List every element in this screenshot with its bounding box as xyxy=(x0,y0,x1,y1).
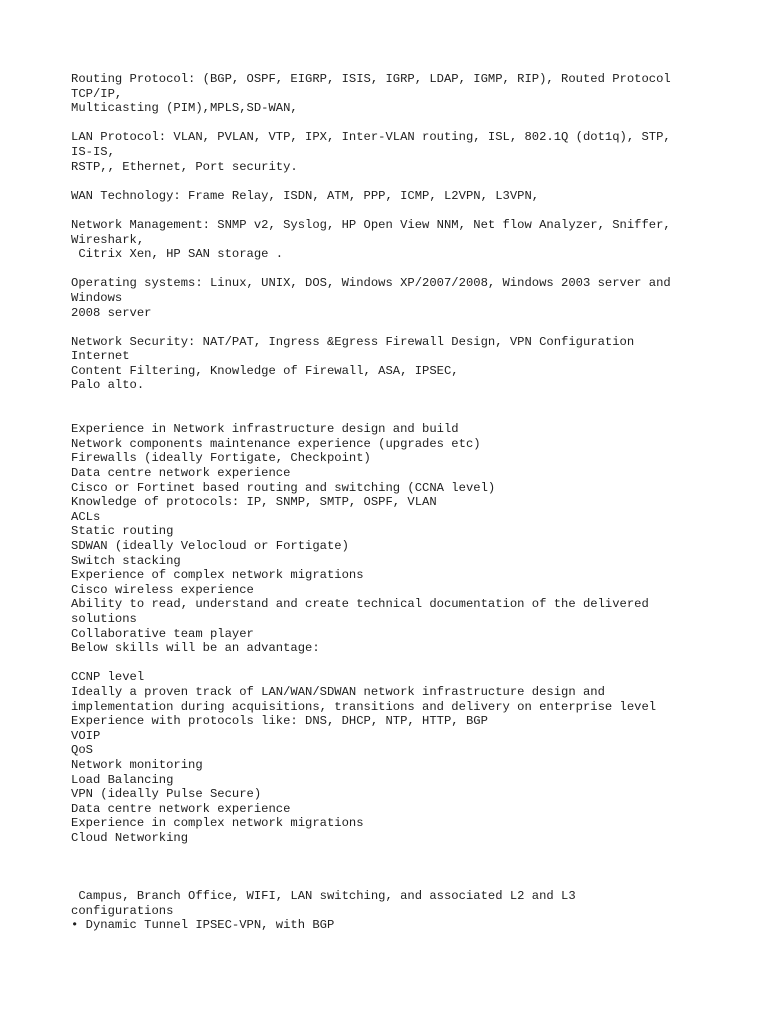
text-line: VOIP xyxy=(71,728,101,743)
text-line: Cisco or Fortinet based routing and switching (CCNA level) xyxy=(71,480,496,495)
bullet-line: • Dynamic Tunnel IPSEC-VPN, with BGP xyxy=(71,918,335,933)
blank-line xyxy=(71,845,711,860)
text-line: Palo alto. xyxy=(71,378,145,393)
text-line: Network components maintenance experience (upgrades etc) xyxy=(71,436,481,451)
text-line: Experience in Network infrastructure design and build xyxy=(71,422,459,437)
text-line: Cisco wireless experience xyxy=(71,582,254,597)
text-line: Knowledge of protocols: IP, SNMP, SMTP, OSPF, VLAN xyxy=(71,495,437,510)
text-line: Ability to read, understand and create technical documentation of the delivered xyxy=(71,597,649,612)
blank-line xyxy=(71,408,711,423)
text-line: LAN Protocol: VLAN, PVLAN, VTP, IPX, Inter-VLAN routing, ISL, 802.1Q (dot1q), STP, xyxy=(71,130,671,145)
blank-line xyxy=(71,262,711,277)
blank-line xyxy=(71,174,711,189)
text-line: VPN (ideally Pulse Secure) xyxy=(71,787,262,802)
text-line: Internet xyxy=(71,349,130,364)
text-line: IS-IS, xyxy=(71,144,115,159)
text-line: Wireshark, xyxy=(71,232,145,247)
text-line: Campus, Branch Office, WIFI, LAN switching, and associated L2 and L3 xyxy=(71,889,576,904)
text-line: Routing Protocol: (BGP, OSPF, EIGRP, ISIS, IGRP, LDAP, IGMP, RIP), Routed Protocol xyxy=(71,72,671,86)
text-line: WAN Technology: Frame Relay, ISDN, ATM, PPP, ICMP, L2VPN, L3VPN, xyxy=(71,188,540,203)
text-line: Network Security: NAT/PAT, Ingress &Egress Firewall Design, VPN Configuration xyxy=(71,334,635,349)
text-line: CCNP level xyxy=(71,670,145,685)
text-line: Ideally a proven track of LAN/WAN/SDWAN network infrastructure design and xyxy=(71,684,605,699)
blank-line xyxy=(71,393,711,408)
text-line: Content Filtering, Knowledge of Firewall, ASA, IPSEC, xyxy=(71,363,459,378)
text-line: configurations xyxy=(71,903,174,918)
text-line: Citrix Xen, HP SAN storage . xyxy=(71,247,284,262)
text-line: implementation during acquisitions, transitions and delivery on enterprise level xyxy=(71,699,657,714)
text-line: TCP/IP, xyxy=(71,86,123,101)
text-line: Collaborative team player xyxy=(71,626,254,641)
text-line: Operating systems: Linux, UNIX, DOS, Windows XP/2007/2008, Windows 2003 server and xyxy=(71,276,671,291)
text-line: solutions xyxy=(71,611,137,626)
text-line: Experience with protocols like: DNS, DHCP, NTP, HTTP, BGP xyxy=(71,714,488,729)
text-line: Firewalls (ideally Fortigate, Checkpoint) xyxy=(71,451,371,466)
text-line: 2008 server xyxy=(71,305,152,320)
document-body xyxy=(71,72,711,933)
blank-line xyxy=(71,875,711,890)
text-line: ACLs xyxy=(71,509,101,524)
blank-line xyxy=(71,860,711,875)
text-line: Multicasting (PIM),MPLS,SD-WAN, xyxy=(71,101,298,116)
text-line: Data centre network experience xyxy=(71,466,291,481)
text-line: Network Management: SNMP v2, Syslog, HP Open View NNM, Net flow Analyzer, Sniffer, xyxy=(71,217,671,232)
text-line: Experience in complex network migrations xyxy=(71,816,364,831)
blank-line xyxy=(71,656,711,671)
blank-line xyxy=(71,320,711,335)
text-line: RSTP,, Ethernet, Port security. xyxy=(71,159,298,174)
text-line: Switch stacking xyxy=(71,553,181,568)
text-line: Experience of complex network migrations xyxy=(71,568,364,583)
blank-line xyxy=(71,203,711,218)
text-line: Load Balancing xyxy=(71,772,174,787)
text-line: Network monitoring xyxy=(71,757,203,772)
text-line: Cloud Networking xyxy=(71,830,189,845)
text-line: QoS xyxy=(71,743,93,758)
text-line: Below skills will be an advantage: xyxy=(71,641,320,656)
text-line: SDWAN (ideally Velocloud or Fortigate) xyxy=(71,539,349,553)
text-line: Static routing xyxy=(71,524,174,539)
blank-line xyxy=(71,116,711,131)
text-line: Windows xyxy=(71,290,123,305)
text-line: Data centre network experience xyxy=(71,801,291,816)
